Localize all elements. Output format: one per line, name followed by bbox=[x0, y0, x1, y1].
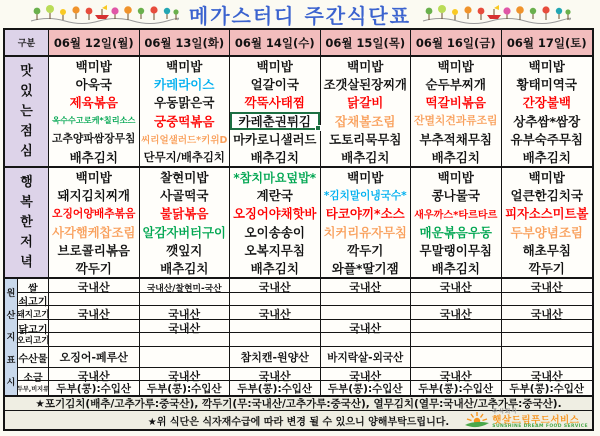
company-english: SUNSHINE DREAM FOOD SERVICE bbox=[492, 424, 588, 430]
menu-day-cell[interactable] bbox=[502, 168, 593, 277]
menu-item[interactable]: 돼지김치찌개 bbox=[57, 188, 130, 204]
day-header[interactable]: 06월 17일(토) bbox=[502, 30, 593, 55]
origin-side-char: 원 bbox=[6, 288, 16, 299]
kimchi-origin-note: ★포기김치(배추/고추가루:중국산), 깍두기(무:국내산/고추가루:중국산), 열무김치(열무:국내산/고추가루:중국산). bbox=[5, 397, 592, 411]
origin-value-cell[interactable]: 국내산 bbox=[49, 279, 140, 295]
menu-item[interactable]: 무말랭이무침 bbox=[419, 242, 492, 258]
menu-day-cell[interactable] bbox=[321, 168, 412, 277]
menu-item[interactable]: 황태미역국 bbox=[516, 77, 577, 93]
menu-item[interactable]: 간장불백 bbox=[522, 95, 571, 111]
origin-value-cell[interactable]: 국내산 bbox=[530, 281, 563, 294]
origin-value-cell[interactable] bbox=[411, 333, 502, 346]
menu-item[interactable]: 깻잎지 bbox=[166, 242, 203, 258]
origin-side-char: 산 bbox=[6, 311, 16, 322]
menu-item[interactable]: 치커리유자무침 bbox=[323, 225, 407, 240]
company-logo bbox=[464, 411, 588, 429]
menu-item[interactable]: 도토리묵무침 bbox=[329, 131, 402, 147]
origin-value-cell[interactable]: 국내산 bbox=[49, 306, 140, 322]
company-logo-text bbox=[492, 410, 588, 430]
dinner-row bbox=[5, 168, 592, 279]
menu-day-cell[interactable] bbox=[49, 57, 140, 166]
menu-day-cell[interactable] bbox=[502, 57, 593, 166]
menu-item[interactable]: 순두부찌개 bbox=[425, 77, 486, 93]
menu-item[interactable]: 배추김치 bbox=[250, 149, 299, 165]
section-label-char: 한 bbox=[20, 214, 33, 230]
menu-item[interactable]: 알감자버터구이 bbox=[142, 225, 226, 240]
day-header[interactable]: 06월 16일(금) bbox=[411, 30, 502, 55]
origin-value-cell[interactable]: 오징어-페루산 bbox=[49, 347, 140, 367]
origin-value-cell[interactable]: 국내산 bbox=[140, 368, 231, 384]
table-header-row bbox=[5, 30, 592, 57]
menu-item[interactable]: *참치마요덮밥* bbox=[233, 170, 317, 185]
menu-item[interactable]: 불닭볶음 bbox=[160, 206, 209, 222]
origin-row bbox=[18, 381, 592, 395]
section-label-char: 저 bbox=[20, 234, 33, 250]
origin-value-cell[interactable]: 국내산 bbox=[321, 279, 412, 295]
menu-item[interactable]: 매운볶음우동 bbox=[419, 224, 492, 240]
company-name: 햇살드림푸드서비스 bbox=[492, 414, 580, 426]
menu-item[interactable]: 닭갈비 bbox=[347, 95, 384, 111]
lunch-label[interactable] bbox=[5, 57, 49, 166]
menu-item[interactable]: 콩나물국 bbox=[431, 188, 480, 204]
menu-item[interactable]: 마카로니샐러드 bbox=[233, 132, 317, 147]
menu-item[interactable]: 아욱국 bbox=[75, 77, 112, 93]
section-label-char: 있 bbox=[20, 83, 33, 99]
menu-day-cell[interactable] bbox=[411, 57, 502, 166]
day-header[interactable]: 06월 13일(화) bbox=[140, 30, 231, 55]
menu-item[interactable]: 카레춘권튀김 bbox=[230, 112, 320, 130]
menu-change-notice: ★위 식단은 식자재수급에 따라 변경 될 수 있으니 양해부탁드립니다. bbox=[147, 416, 450, 428]
menu-item[interactable]: 오복지무침 bbox=[244, 242, 305, 258]
menu-item[interactable]: 깍두기 bbox=[528, 260, 565, 276]
origin-value-cell[interactable]: 국내산 bbox=[140, 306, 231, 322]
origin-row bbox=[18, 306, 592, 320]
menu-item[interactable]: 새우까스*타르타르 bbox=[414, 209, 498, 221]
origin-side-char: 지 bbox=[6, 333, 16, 344]
section-label-char: 는 bbox=[20, 103, 33, 119]
day-header[interactable]: 06월 14일(수) bbox=[230, 30, 321, 55]
menu-item[interactable]: 깍뚝사태찜 bbox=[244, 95, 305, 111]
garland-right-decoration bbox=[421, 2, 571, 26]
menu-item[interactable]: 사각햄케찹조림 bbox=[52, 225, 136, 240]
menu-item[interactable]: 계란국 bbox=[256, 188, 293, 204]
menu-item[interactable]: 배추김치 bbox=[341, 149, 390, 165]
origin-value-cell[interactable]: 국내산 bbox=[530, 308, 563, 321]
origin-value-cell[interactable]: 국내산/찰현미-국산 bbox=[140, 279, 231, 295]
menu-day-cell[interactable] bbox=[49, 168, 140, 277]
menu-item[interactable]: 배추김치 bbox=[160, 260, 209, 276]
origin-value-cell[interactable] bbox=[502, 347, 593, 367]
origin-value-cell[interactable]: 두부(콩):수입산 bbox=[321, 381, 412, 396]
menu-day-cell[interactable] bbox=[230, 168, 321, 277]
menu-item[interactable]: *김치말이냉국수* bbox=[323, 189, 407, 202]
menu-table bbox=[3, 28, 594, 431]
menu-item[interactable]: 조갯살된장찌개 bbox=[323, 78, 407, 93]
menu-item[interactable]: 떡갈비볶음 bbox=[425, 95, 486, 111]
menu-day-cell[interactable] bbox=[140, 57, 231, 166]
menu-item[interactable]: 사골떡국 bbox=[160, 188, 209, 204]
origin-ingredient-label[interactable]: 돼지고기 bbox=[18, 306, 49, 322]
menu-item[interactable]: 씨리얼샐러드*키위D bbox=[141, 134, 228, 146]
origin-row bbox=[18, 293, 592, 306]
menu-item[interactable]: 백미밥 bbox=[528, 170, 565, 186]
menu-item[interactable]: 백미밥 bbox=[75, 170, 112, 186]
menu-item[interactable]: 유부숙주무침 bbox=[510, 131, 583, 147]
origin-value-cell[interactable]: 국내산 bbox=[230, 279, 321, 295]
menu-day-cell[interactable] bbox=[411, 168, 502, 277]
menu-item[interactable]: 타코야끼*소스 bbox=[325, 206, 405, 222]
origin-value-cell[interactable] bbox=[140, 333, 231, 346]
origin-value-cell[interactable]: 두부(콩):수입산 bbox=[509, 383, 585, 395]
menu-item[interactable]: 배추김치 bbox=[250, 260, 299, 276]
origin-ingredient-label[interactable]: 두부,비지류 bbox=[18, 381, 49, 396]
menu-day-cell[interactable] bbox=[321, 57, 412, 166]
origin-side-char: 표 bbox=[6, 355, 16, 366]
menu-item[interactable]: 잔멸치견과류조림 bbox=[414, 114, 498, 128]
origin-value-cell[interactable]: 두부(콩):수입산 bbox=[49, 381, 140, 396]
menu-item[interactable]: 찰현미밥 bbox=[160, 170, 209, 186]
notice-row bbox=[5, 411, 592, 429]
menu-item[interactable]: 궁중떡볶음 bbox=[154, 113, 215, 129]
origin-value-cell[interactable]: 국내산 bbox=[321, 320, 412, 336]
origin-value-cell[interactable]: 국내산 bbox=[230, 368, 321, 384]
menu-item[interactable]: 부추적채무침 bbox=[419, 131, 492, 147]
day-header[interactable]: 06월 15일(목) bbox=[321, 30, 412, 55]
origin-value-cell[interactable]: 두부(콩):수입산 bbox=[140, 381, 231, 396]
menu-item[interactable]: 배추김치 bbox=[69, 149, 118, 165]
menu-item[interactable]: 상추쌈*쌈장 bbox=[513, 113, 581, 129]
origin-row bbox=[18, 279, 592, 293]
menu-item[interactable]: 백미밥 bbox=[437, 170, 474, 186]
origin-value-cell[interactable]: 국내산 bbox=[411, 368, 502, 384]
title-bar bbox=[0, 0, 600, 28]
menu-item[interactable]: 단무지/배추김치 bbox=[143, 149, 225, 164]
menu-item[interactable]: 백미밥 bbox=[347, 170, 384, 186]
menu-item[interactable]: 우동맑은국 bbox=[154, 95, 215, 111]
menu-day-cell[interactable] bbox=[140, 168, 231, 277]
menu-item[interactable]: 잡채볼조림 bbox=[335, 113, 396, 129]
menu-item[interactable]: 배추김치 bbox=[431, 260, 480, 276]
menu-item[interactable]: 백미밥 bbox=[437, 59, 474, 75]
origin-value-cell[interactable]: 국내산 bbox=[411, 279, 502, 295]
section-label-char: 녁 bbox=[20, 254, 33, 270]
lunch-row bbox=[5, 57, 592, 168]
menu-item[interactable]: 제육볶음 bbox=[69, 95, 118, 111]
menu-item[interactable]: 해초무침 bbox=[522, 242, 571, 258]
origin-value-cell[interactable] bbox=[49, 333, 140, 346]
garland-left-decoration bbox=[29, 2, 179, 26]
menu-item[interactable]: 얼큰한김치국 bbox=[510, 188, 583, 204]
origin-rows bbox=[18, 279, 592, 395]
menu-day-cell[interactable] bbox=[230, 57, 321, 166]
origin-value-cell[interactable]: 국내산 bbox=[140, 320, 231, 336]
company-type: 주식회사 bbox=[492, 409, 518, 416]
menu-item[interactable]: 브로콜리볶음 bbox=[57, 242, 130, 258]
menu-item[interactable]: 백미밥 bbox=[256, 59, 293, 75]
origin-row bbox=[18, 347, 592, 368]
origin-value-cell[interactable]: 국내산 bbox=[49, 368, 140, 384]
origin-ingredient-label[interactable]: 쇠고기 bbox=[18, 293, 49, 308]
section-label-char: 점 bbox=[20, 123, 33, 139]
origin-value-cell[interactable] bbox=[321, 333, 412, 346]
menu-item[interactable]: 카레라이스 bbox=[154, 77, 215, 93]
origin-row bbox=[18, 368, 592, 384]
origin-value-cell[interactable]: 국내산 bbox=[530, 370, 563, 383]
origin-ingredient-label[interactable]: 닭고기 bbox=[18, 320, 49, 336]
menu-item[interactable]: 배추김치 bbox=[431, 149, 480, 165]
sun-logo-icon bbox=[464, 411, 490, 429]
menu-item[interactable]: 고추양파쌈장무침 bbox=[52, 132, 136, 146]
origin-ingredient-label[interactable]: 오리고기 bbox=[18, 333, 49, 346]
origin-ingredient-label[interactable]: 쌀 bbox=[18, 279, 49, 295]
menu-item[interactable]: 백미밥 bbox=[166, 59, 203, 75]
corner-cell[interactable]: 구분 bbox=[5, 30, 49, 55]
section-label-char: 맛 bbox=[20, 63, 33, 79]
origin-value-cell[interactable]: 국내산 bbox=[321, 368, 412, 384]
day-header[interactable]: 06월 12일(월) bbox=[49, 30, 140, 55]
menu-item[interactable]: 와플*딸기잼 bbox=[331, 260, 399, 276]
menu-item[interactable]: 백미밥 bbox=[347, 59, 384, 75]
origin-row bbox=[18, 320, 592, 336]
origin-ingredient-label[interactable]: 소금 bbox=[18, 368, 49, 384]
origin-ingredient-label[interactable]: 수산물 bbox=[18, 347, 49, 367]
origin-value-cell[interactable]: 두부(콩):수입산 bbox=[411, 381, 502, 396]
menu-item[interactable]: 백미밥 bbox=[528, 59, 565, 75]
menu-item[interactable]: 깍두기 bbox=[347, 242, 384, 258]
dinner-label[interactable] bbox=[5, 168, 49, 277]
origin-value-cell[interactable] bbox=[140, 347, 231, 367]
menu-item[interactable]: 오징어양배추볶음 bbox=[52, 206, 136, 220]
menu-item[interactable]: 두부양념조림 bbox=[510, 224, 583, 240]
origin-value-cell[interactable]: 국내산 bbox=[230, 306, 321, 322]
menu-item[interactable]: 오징어야채핫바 bbox=[233, 207, 317, 222]
menu-item[interactable]: 옥수수고로케*칠리소스 bbox=[52, 115, 136, 126]
origin-row bbox=[18, 333, 592, 347]
page-title: 메가스터디 주간식단표 bbox=[188, 3, 412, 28]
menu-item[interactable]: 피자소스미트볼 bbox=[505, 207, 589, 222]
menu-item[interactable]: 깍두기 bbox=[75, 260, 112, 276]
origin-value-cell[interactable]: 바지락살-외국산 bbox=[321, 347, 412, 367]
origin-value-cell[interactable]: 국내산 bbox=[411, 306, 502, 322]
origin-side-char: 시 bbox=[6, 378, 16, 389]
menu-item[interactable]: 오이송송이 bbox=[244, 224, 305, 240]
menu-item[interactable]: 백미밥 bbox=[75, 59, 112, 75]
origin-value-cell[interactable] bbox=[230, 333, 321, 346]
origin-value-cell[interactable] bbox=[502, 333, 593, 346]
origin-section bbox=[5, 279, 592, 397]
section-label-char: 행 bbox=[20, 174, 33, 190]
section-label-char: 심 bbox=[20, 143, 33, 159]
menu-item[interactable]: 배추김치 bbox=[522, 149, 571, 165]
origin-value-cell[interactable]: 참치캔-원양산 bbox=[230, 347, 321, 367]
menu-item[interactable]: 얼갈이국 bbox=[250, 77, 299, 93]
section-label-char: 복 bbox=[20, 194, 33, 210]
origin-value-cell[interactable]: 두부(콩):수입산 bbox=[230, 381, 321, 396]
origin-value-cell[interactable] bbox=[411, 347, 502, 367]
